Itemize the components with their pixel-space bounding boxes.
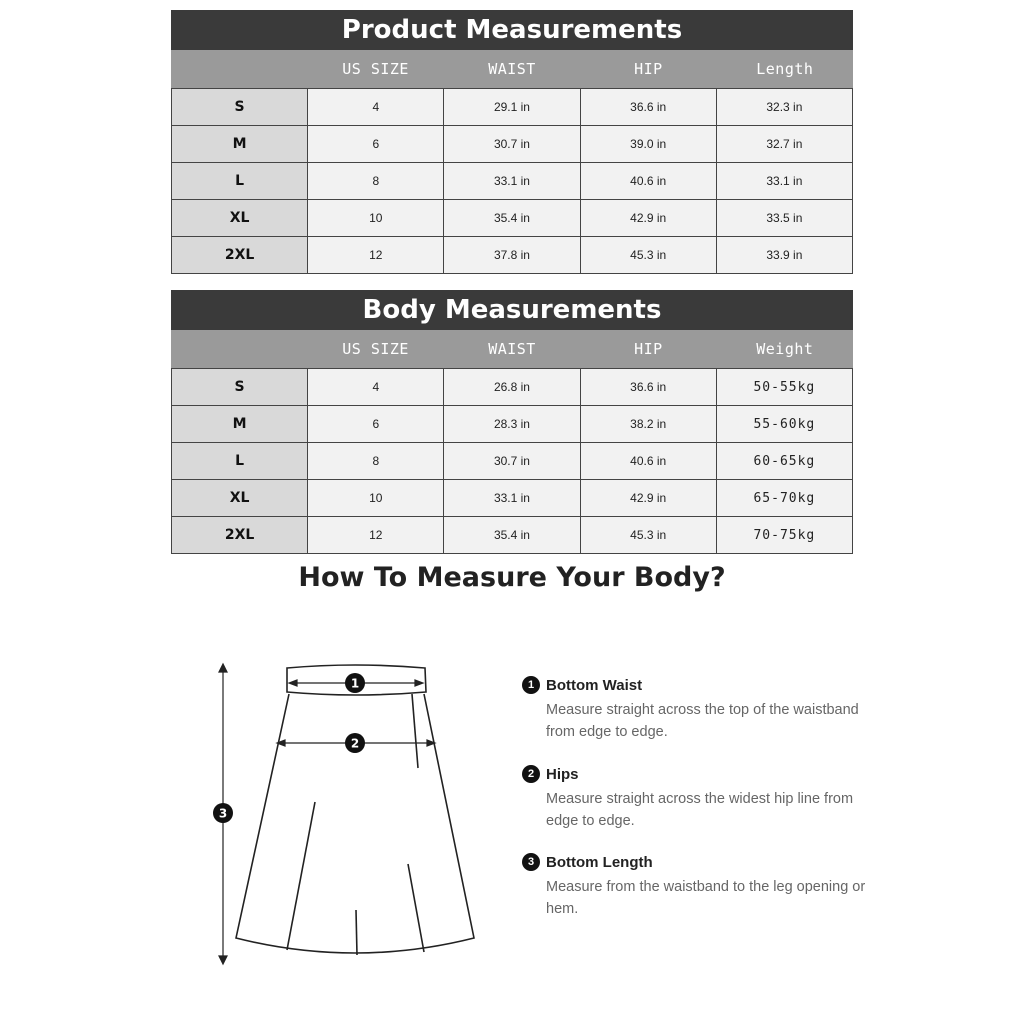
- waist-cell: 30.7 in: [444, 126, 580, 163]
- us-size-cell: 6: [308, 406, 444, 443]
- waist-cell: 35.4 in: [444, 517, 580, 554]
- waist-cell: 33.1 in: [444, 163, 580, 200]
- marker-3: [213, 803, 233, 823]
- size-cell: 2XL: [172, 237, 308, 274]
- table-row: [172, 237, 853, 274]
- weight-cell: 55-60kg: [716, 406, 852, 443]
- length-cell: 33.9 in: [716, 237, 852, 274]
- hip-cell: 42.9 in: [580, 200, 716, 237]
- guide-item-hips: [522, 764, 882, 832]
- table-row: [172, 517, 853, 554]
- hip-cell: 40.6 in: [580, 443, 716, 480]
- guide-item-title: Bottom Length: [546, 853, 653, 871]
- guide-item-waist: [522, 675, 882, 743]
- header-cell: [171, 330, 307, 368]
- us-size-cell: 10: [308, 480, 444, 517]
- hip-cell: 39.0 in: [580, 126, 716, 163]
- product-table-title: Product Measurements: [171, 10, 853, 50]
- guide-item-title: Hips: [546, 765, 579, 783]
- waist-cell: 29.1 in: [444, 89, 580, 126]
- us-size-cell: 8: [308, 443, 444, 480]
- size-cell: M: [172, 406, 308, 443]
- us-size-cell: 12: [308, 237, 444, 274]
- waist-cell: 30.7 in: [444, 443, 580, 480]
- us-size-cell: 8: [308, 163, 444, 200]
- skirt-body-shape: [236, 694, 474, 953]
- number-badge-icon: 3: [522, 853, 540, 871]
- waist-cell: 26.8 in: [444, 369, 580, 406]
- hip-cell: 38.2 in: [580, 406, 716, 443]
- length-cell: 33.5 in: [716, 200, 852, 237]
- seam-line: [412, 694, 418, 768]
- table-row: [172, 369, 853, 406]
- product-table-body: [171, 88, 853, 274]
- header-cell: US SIZE: [342, 340, 409, 358]
- length-cell: 32.7 in: [716, 126, 852, 163]
- header-cell: HIP: [634, 60, 663, 78]
- header-cell: WAIST: [488, 340, 536, 358]
- header-cell: WAIST: [488, 60, 536, 78]
- size-cell: XL: [172, 480, 308, 517]
- marker-label: 1: [350, 676, 360, 691]
- body-table-header: [171, 330, 853, 368]
- guide-item-title-row: [522, 675, 882, 695]
- weight-cell: 70-75kg: [716, 517, 852, 554]
- size-cell: S: [172, 89, 308, 126]
- guide-item-title-row: [522, 764, 882, 784]
- size-cell: 2XL: [172, 517, 308, 554]
- guide-item-length: [522, 852, 882, 920]
- guide-item-desc: Measure straight across the widest hip line from edge to edge.: [546, 791, 854, 829]
- number-badge-icon: 1: [522, 676, 540, 694]
- marker-2: [345, 733, 365, 753]
- us-size-cell: 10: [308, 200, 444, 237]
- waist-cell: 33.1 in: [444, 480, 580, 517]
- guide-item-title: Bottom Waist: [546, 676, 643, 694]
- size-cell: M: [172, 126, 308, 163]
- product-measurements-table: [171, 10, 853, 274]
- guide-item-desc: Measure from the waistband to the leg opening or hem.: [546, 879, 866, 917]
- us-size-cell: 4: [308, 89, 444, 126]
- table-row: [172, 163, 853, 200]
- number-badge-icon: 2: [522, 765, 540, 783]
- header-cell: Length: [756, 60, 814, 78]
- us-size-cell: 6: [308, 126, 444, 163]
- waist-cell: 35.4 in: [444, 200, 580, 237]
- product-table-header: [171, 50, 853, 88]
- us-size-cell: 12: [308, 517, 444, 554]
- size-cell: XL: [172, 200, 308, 237]
- marker-label: 2: [350, 736, 360, 751]
- table-row: [172, 89, 853, 126]
- us-size-cell: 4: [308, 369, 444, 406]
- seam-line: [356, 910, 357, 955]
- length-cell: 33.1 in: [716, 163, 852, 200]
- hip-cell: 45.3 in: [580, 237, 716, 274]
- table-row: [172, 200, 853, 237]
- marker-label: 3: [218, 806, 228, 821]
- marker-1: [345, 673, 365, 693]
- waist-cell: 37.8 in: [444, 237, 580, 274]
- body-table-body: [171, 368, 853, 554]
- weight-cell: 65-70kg: [716, 480, 852, 517]
- body-measurements-table: [171, 290, 853, 554]
- length-cell: 32.3 in: [716, 89, 852, 126]
- weight-cell: 50-55kg: [716, 369, 852, 406]
- hip-cell: 45.3 in: [580, 517, 716, 554]
- hip-cell: 42.9 in: [580, 480, 716, 517]
- header-cell: US SIZE: [342, 60, 409, 78]
- size-cell: S: [172, 369, 308, 406]
- skirt-diagram: [205, 650, 495, 970]
- table-row: [172, 443, 853, 480]
- header-cell: HIP: [634, 340, 663, 358]
- seam-line: [408, 864, 424, 952]
- size-cell: L: [172, 443, 308, 480]
- header-cell: Weight: [756, 340, 814, 358]
- guide-item-desc: Measure straight across the top of the waistband from edge to edge.: [546, 702, 859, 740]
- table-row: [172, 406, 853, 443]
- waist-cell: 28.3 in: [444, 406, 580, 443]
- size-cell: L: [172, 163, 308, 200]
- hip-cell: 40.6 in: [580, 163, 716, 200]
- table-row: [172, 126, 853, 163]
- measure-guide-heading: How To Measure Your Body?: [298, 562, 726, 593]
- body-table-title: Body Measurements: [171, 290, 853, 330]
- hip-cell: 36.6 in: [580, 369, 716, 406]
- seam-line: [287, 802, 315, 950]
- table-row: [172, 480, 853, 517]
- hip-cell: 36.6 in: [580, 89, 716, 126]
- header-cell: [171, 50, 307, 88]
- guide-item-title-row: [522, 852, 882, 872]
- weight-cell: 60-65kg: [716, 443, 852, 480]
